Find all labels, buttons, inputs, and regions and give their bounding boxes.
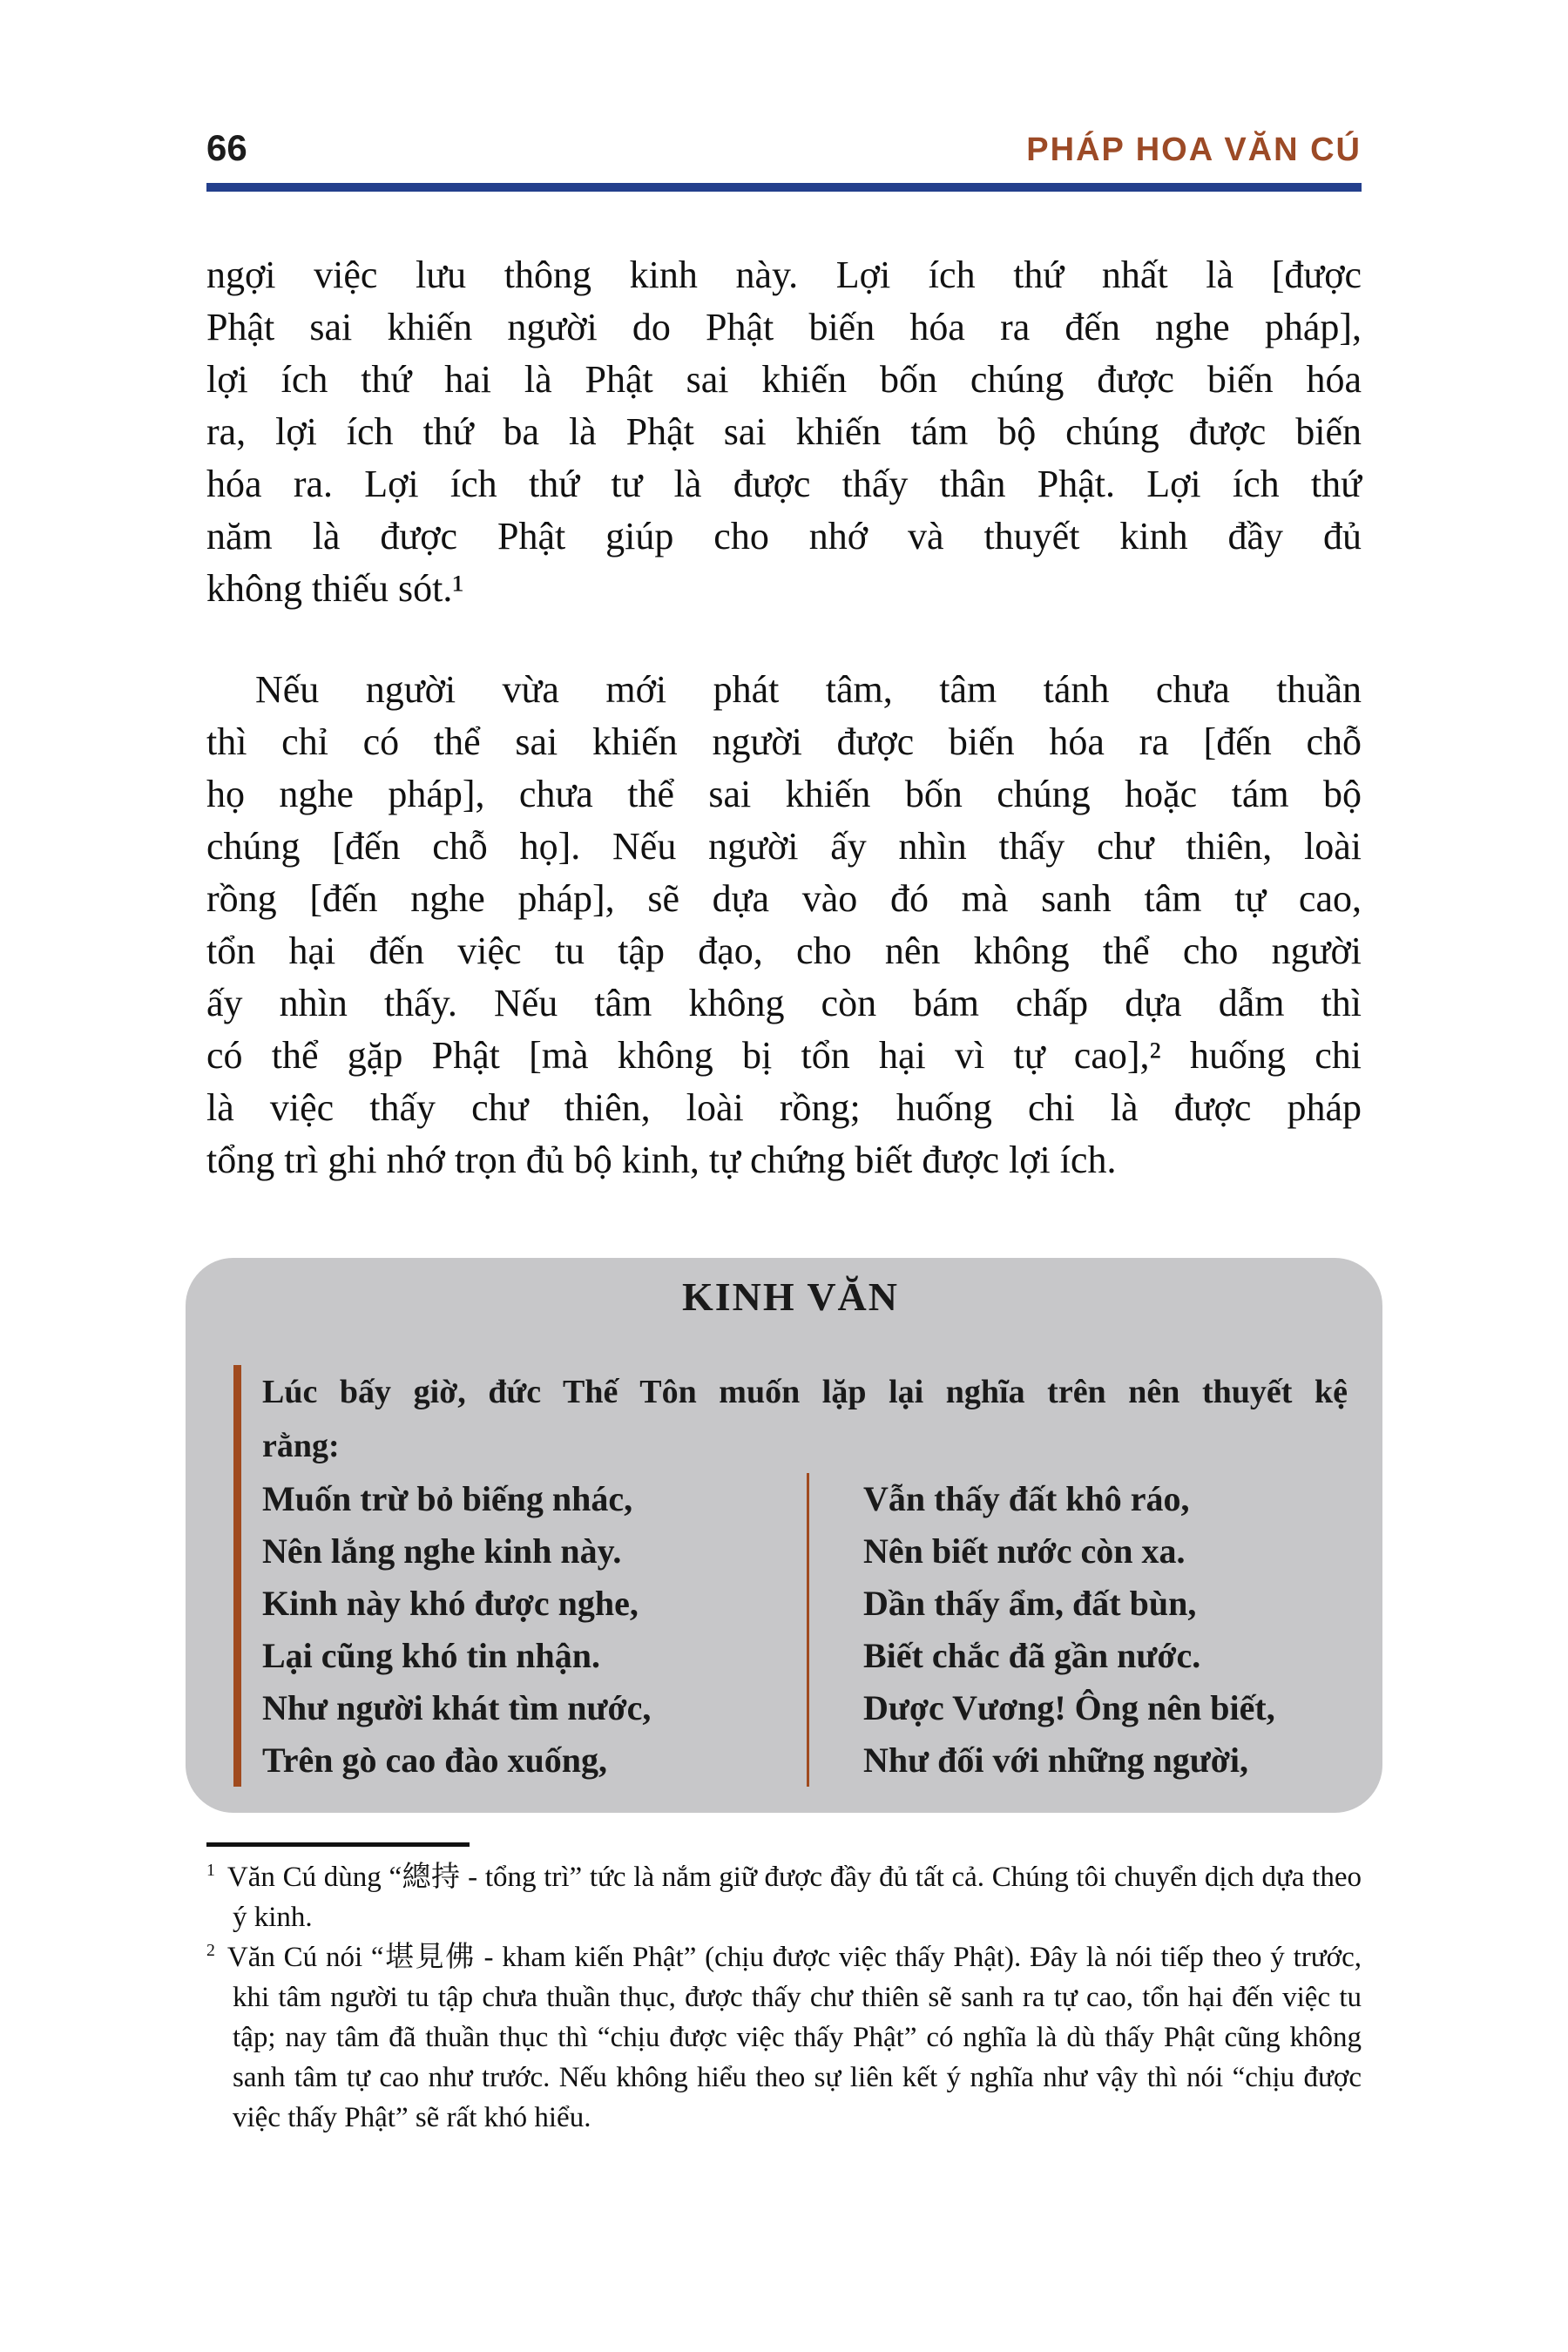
verse-line: Nên lắng nghe kinh này.: [262, 1531, 622, 1571]
body-line: Phật sai khiến người do Phật biến hóa ra đến nghe pháp],: [206, 306, 1362, 348]
verse-line: Lại cũng khó tin nhận.: [262, 1636, 600, 1675]
body-line: tổng trì ghi nhớ trọn đủ bộ kinh, tự chứng biết được lợi ích.: [206, 1139, 1117, 1181]
body-line: lợi ích thứ hai là Phật sai khiến bốn chúng được biến hóa: [206, 358, 1362, 401]
running-title: PHÁP HOA VĂN CÚ: [1026, 132, 1362, 168]
body-line: tổn hại đến việc tu tập đạo, cho nên không thể cho người: [206, 929, 1362, 972]
body-line: không thiếu sót.¹: [206, 567, 464, 610]
body-line: rồng [đến nghe pháp], sẽ dựa vào đó mà sanh tâm tự cao,: [206, 877, 1362, 920]
verse-line: Trên gò cao đào xuống,: [262, 1740, 607, 1780]
page-header: [206, 127, 1362, 169]
verse-line: Nên biết nước còn xa.: [863, 1531, 1186, 1571]
paragraph-2: [206, 664, 1362, 1186]
body-line: thì chỉ có thể sai khiến người được biến hóa ra [đến chỗ: [206, 720, 1362, 763]
verse-line: Dần thấy ẩm, đất bùn,: [863, 1584, 1197, 1623]
verse-column-right: [807, 1473, 1348, 1787]
intro-line: rằng:: [262, 1428, 340, 1464]
body-line: chúng [đến chỗ họ]. Nếu người ấy nhìn thấy chư thiên, loài: [206, 825, 1362, 868]
footnote: [206, 1937, 1362, 2138]
body-text: [206, 249, 1362, 1186]
body-line: ngợi việc lưu thông kinh này. Lợi ích thứ nhất là [được: [206, 253, 1362, 296]
footnote: [206, 1857, 1362, 1937]
sutra-intro: [262, 1365, 1348, 1473]
kinh-van-box: [186, 1258, 1382, 1813]
kinh-van-title: KINH VĂN: [681, 1274, 899, 1319]
footnote-text: Văn Cú dùng “總持 - tổng trì” tức là nắm giữ được đầy đủ tất cả. Chúng tôi chuyển dịch dựa theo ý kinh.: [226, 1862, 1362, 1933]
footnote-marker: 2: [206, 1941, 215, 1960]
footnote-separator: [206, 1842, 470, 1847]
verse-line: Biết chắc đã gần nước.: [863, 1636, 1201, 1675]
paragraph-1: [206, 249, 1362, 615]
body-line: họ nghe pháp], chưa thể sai khiến bốn chúng hoặc tám bộ: [206, 773, 1362, 815]
verse-line: Muốn trừ bỏ biếng nhác,: [262, 1479, 633, 1518]
verse-line: Như đối với những người,: [863, 1740, 1249, 1780]
footnotes: [206, 1857, 1362, 2138]
sutra-quote: [233, 1365, 1348, 1787]
body-line: Nếu người vừa mới phát tâm, tâm tánh chưa thuần: [255, 668, 1362, 711]
body-line: hóa ra. Lợi ích thứ tư là được thấy thân Phật. Lợi ích thứ: [206, 463, 1362, 505]
body-line: ấy nhìn thấy. Nếu tâm không còn bám chấp dựa dẫm thì: [206, 982, 1362, 1024]
verse-line: Vẫn thấy đất khô ráo,: [863, 1479, 1190, 1518]
header-rule: [206, 183, 1362, 192]
verse-line: Như người khát tìm nước,: [262, 1688, 652, 1727]
verse-line: Kinh này khó được nghe,: [262, 1584, 639, 1623]
verse-line: Dược Vương! Ông nên biết,: [863, 1688, 1275, 1727]
verse-columns: [262, 1473, 1348, 1787]
page-number: 66: [206, 127, 247, 168]
body-line: năm là được Phật giúp cho nhớ và thuyết kinh đầy đủ: [206, 515, 1362, 558]
body-line: ra, lợi ích thứ ba là Phật sai khiến tám bộ chúng được biến: [206, 410, 1362, 453]
verse-column-left: [262, 1473, 807, 1787]
intro-line: Lúc bấy giờ, đức Thế Tôn muốn lặp lại nghĩa trên nên thuyết kệ: [262, 1374, 1348, 1410]
body-line: là việc thấy chư thiên, loài rồng; huống chi là được pháp: [206, 1086, 1362, 1129]
footnote-marker: 1: [206, 1861, 215, 1880]
body-line: có thể gặp Phật [mà không bị tổn hại vì tự cao],² huống chi: [206, 1034, 1362, 1077]
footnote-text: Văn Cú nói “堪見佛 - kham kiến Phật” (chịu được việc thấy Phật). Đây là nói tiếp theo ý trước, khi tâm người tu tập chưa thuần thục, được thấy chư thiên sẽ sanh ra tự cao, tổn hại đến việc tu tập; nay tâm đã thuần thục thì “chịu được việc thấy Phật” có nghĩa là dù thấy Phật cũng không sanh tâm tự cao như trước. Nếu không hiểu theo sự liên kết ý nghĩa như vậy thì nói “chịu được việc thấy Phật” sẽ rất khó hiểu.: [226, 1942, 1362, 2133]
